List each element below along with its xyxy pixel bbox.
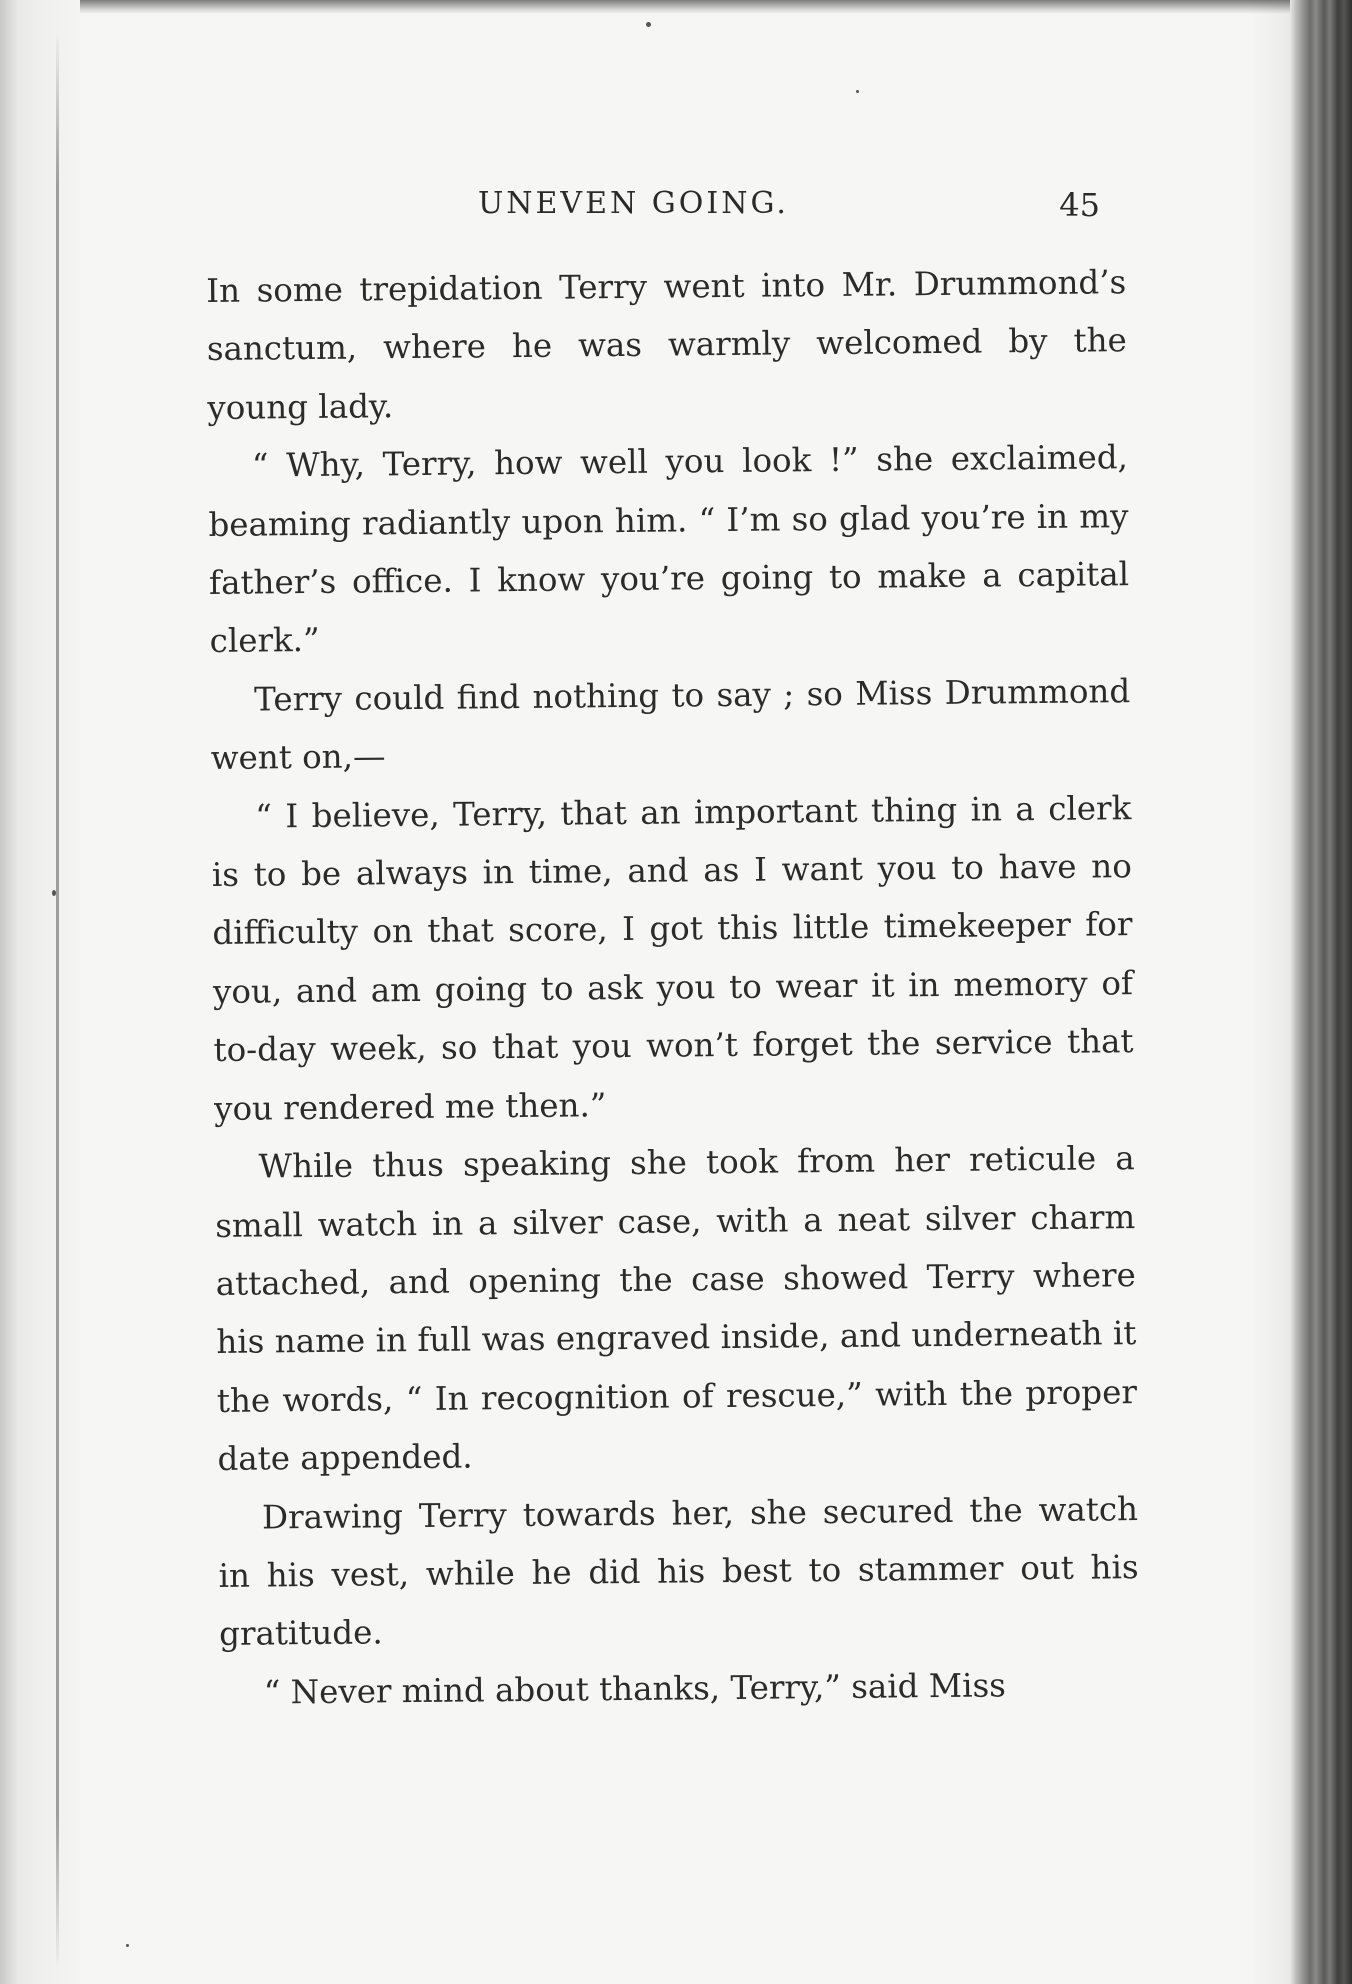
page-edge-stack bbox=[1290, 0, 1352, 1984]
running-head bbox=[200, 186, 1120, 236]
dust-speck bbox=[856, 90, 859, 93]
binding-gutter bbox=[0, 0, 80, 1984]
dust-speck bbox=[52, 890, 56, 896]
paragraph: “ Why, Terry, how well you look !” she exclaimed, beaming radiantly upon him. “ I’m so glad you’re in my father’s office. I know you’re going to make a capital clerk.” bbox=[208, 438, 1130, 661]
paragraph: While thus speaking she took from her reticule a small watch in a silver case, with a neat silver charm attached, and opening the case showed Terry where his name in full was engraved inside, and underneath it the words, “ In recognition of rescue,” with the proper date appended. bbox=[215, 1139, 1138, 1479]
paragraph: “ Never mind about thanks, Terry,” said Miss bbox=[263, 1666, 1007, 1712]
right-page-shade bbox=[1250, 0, 1290, 1984]
paragraph: “ I believe, Terry, that an important thing in a clerk is to be always in time, and as I want you to have no difficulty on that score, I got this little timekeeper for you, and am going to ask you to wear it in memory of to-day week, so that you won’t forget the service that you rendered me then.” bbox=[211, 788, 1134, 1128]
gutter-fold-line bbox=[56, 30, 59, 1970]
top-edge-shadow bbox=[0, 0, 1352, 14]
dust-speck bbox=[646, 22, 651, 27]
paragraph: Terry could find nothing to say ; so Miss Drummond went on,— bbox=[210, 671, 1131, 778]
page-number: 45 bbox=[1059, 186, 1100, 224]
running-head-title: UNEVEN GOING. bbox=[478, 186, 789, 221]
dust-speck bbox=[126, 1944, 129, 1947]
paragraph: Drawing Terry towards her, she secured the watch in his vest, while he did his best to stammer out his gratitude. bbox=[218, 1489, 1139, 1654]
body-text bbox=[206, 253, 1140, 1722]
paragraph: In some trepidation Terry went into Mr. Drummond’s sanctum, where he was warmly welcomed by the young lady. bbox=[206, 263, 1127, 427]
